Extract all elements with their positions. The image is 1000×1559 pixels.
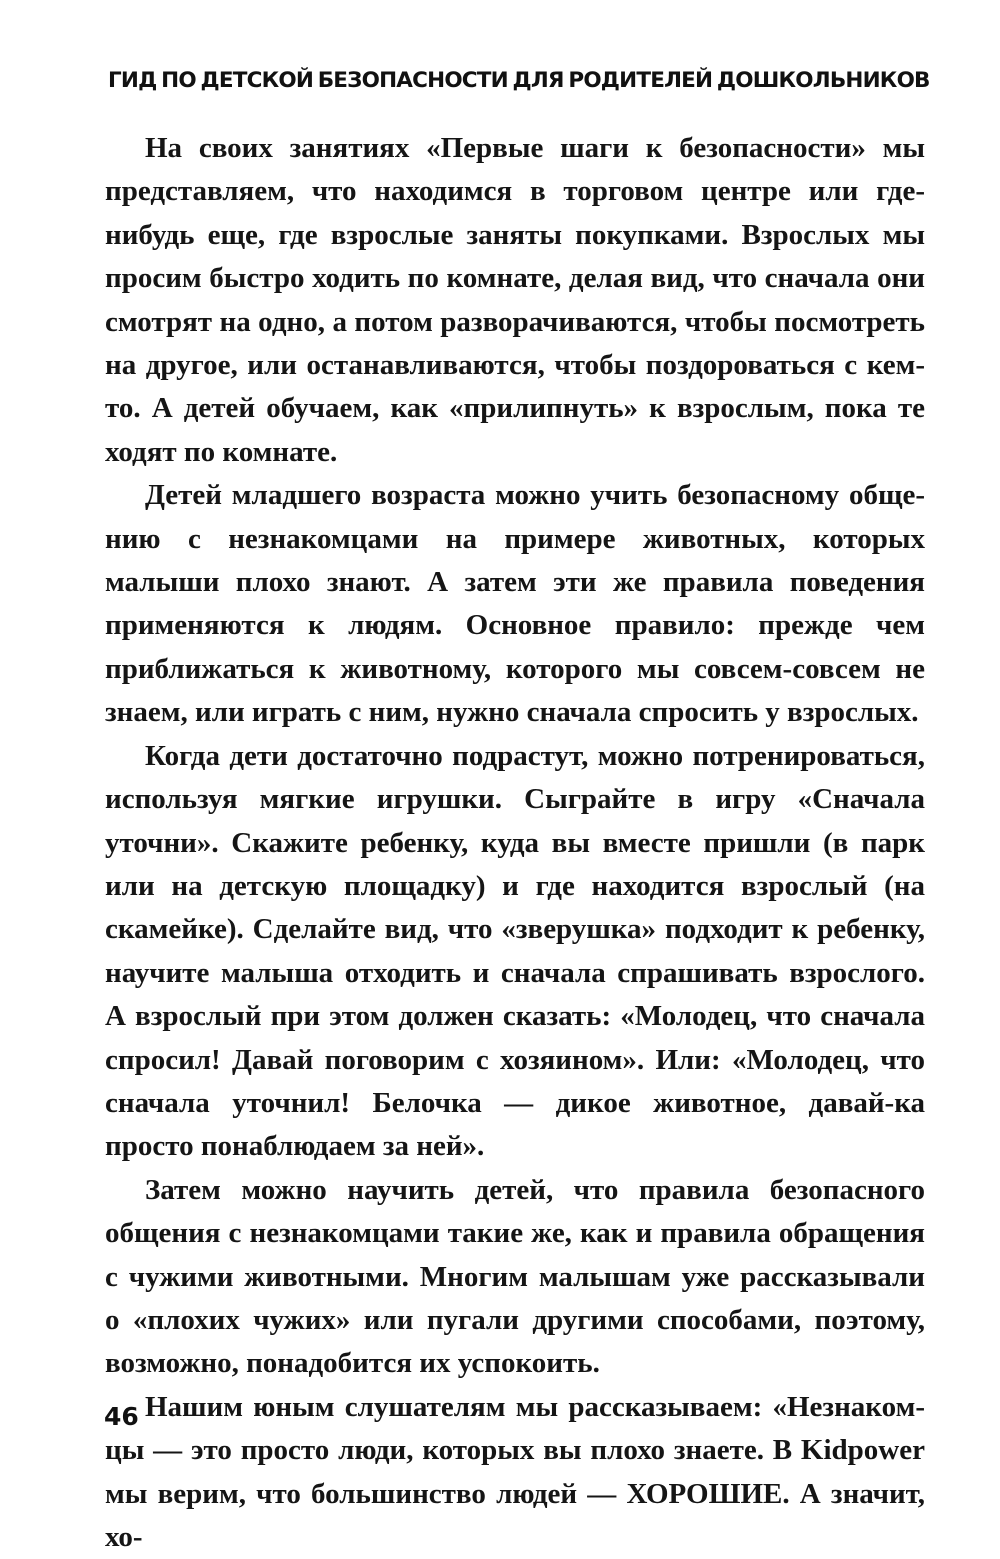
body-text (105, 127, 925, 1559)
paragraph: Детей младшего возраста можно учить безопасному общению с незнакомцами на примере животных, которых малыши плохо знают. А затем эти же правила поведения применяются к людям. Основное правило: прежде чем приближаться к животному, которого мы совсем-совсем не знаем, или играть с ним, нужно сначала спросить у взрослых. (105, 479, 925, 729)
paragraph: Когда дети достаточно подрастут, можно потренироваться, используя мягкие игрушки. Сыграйте в игру «Сначала уточни». Скажите ребенку, куда вы вместе пришли (в парк или на детскую площадку) и где находится взрослый (на скамейке). Сделайте вид, что «зверушка» подходит к ребенку, научите малыша отходить и сначала спрашивать взрослого. А взрослый при этом должен сказать: «Молодец, что сначала спросил! Давай поговорим с хозяином». Или: «Молодец, что сначала уточнил! Белочка — дикое животное, давай-ка просто понаблюдаем за ней». (105, 739, 925, 1163)
running-head: ГИД ПО ДЕТСКОЙ БЕЗОПАСНОСТИ ДЛЯ РОДИТЕЛЕЙ ДОШКОЛЬНИКОВ (108, 68, 930, 93)
paragraph: Затем можно научить детей, что правила безопасного общения с незнакомцами такие же, как и правила обращения с чужими животными. Многим малышам уже рассказывали о «плохих чужих» или пугали другими способами, поэтому, возможно, понадобится их успокоить. (105, 1173, 925, 1380)
paragraph: На своих занятиях «Первые шаги к безопасности» мы представляем, что находимся в торговом центре или где-нибудь еще, где взрослые заняты покупками. Взрослых мы просим быстро ходить по комнате, делая вид, что сначала они смотрят на одно, а потом разворачиваются, чтобы посмотреть на другое, или останавливаются, чтобы поздороваться с кем-то. А детей обучаем, как «прилипнуть» к взрослым, пока те ходят по комнате. (105, 132, 925, 468)
paragraph: Нашим юным слушателям мы рассказываем: «Незнакомцы — это просто люди, которых вы плохо знаете. В Kidpower мы верим, что большинство людей — ХОРОШИЕ. А значит, хо- (105, 1390, 925, 1553)
page-number: 46 (104, 1402, 139, 1431)
